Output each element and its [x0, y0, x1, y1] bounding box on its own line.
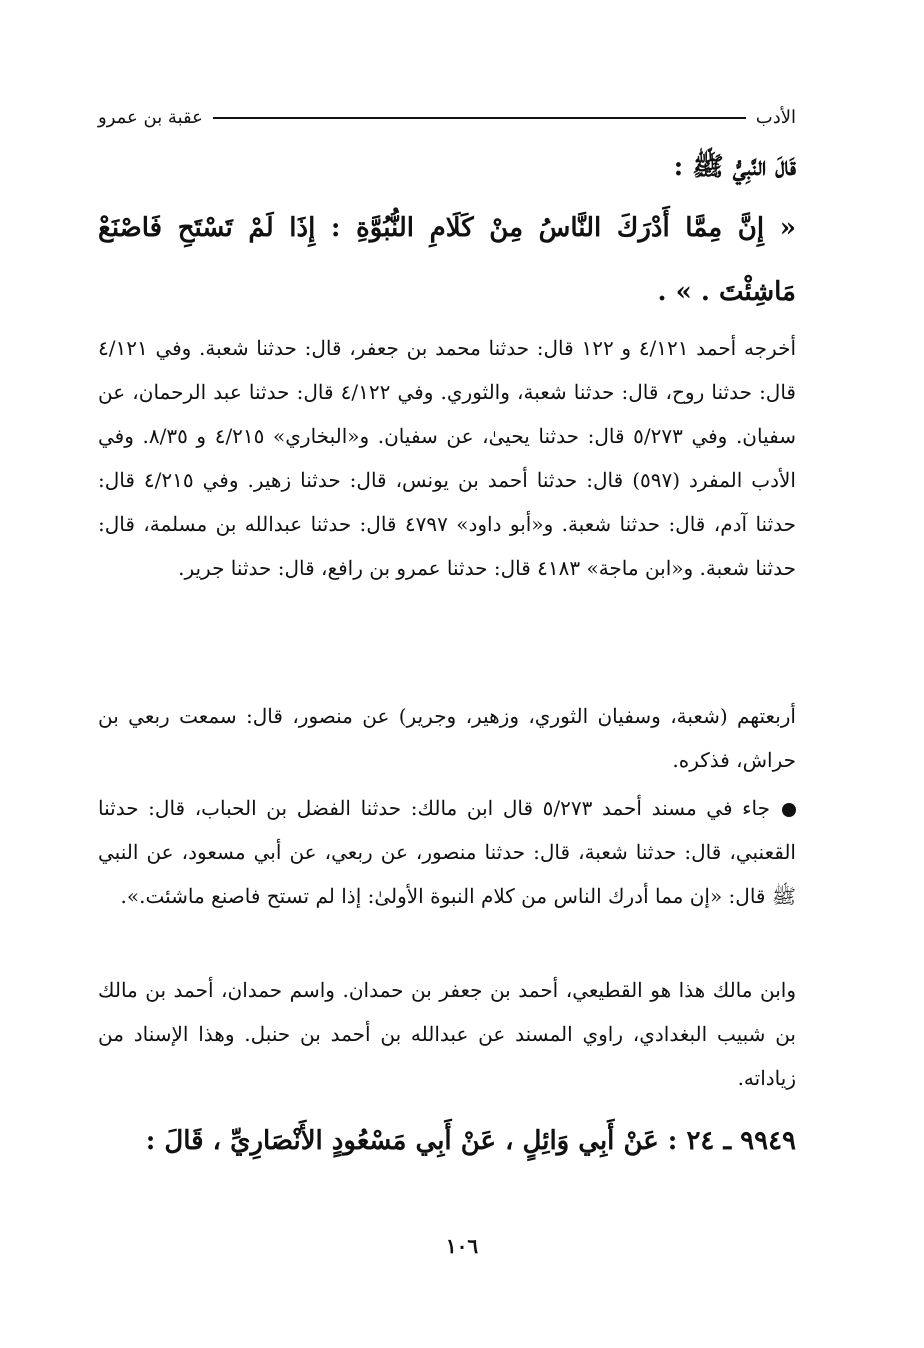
- musnad-note-text: جاء في مسند أحمد ٥/٢٧٣ قال ابن مالك: حدثنا الفضل بن الحباب، قال: حدثنا القعنبي، قال: حدثنا شعبة، قال: حدثنا منصور، عن ربعي، عن أبي مسعود، عن النبي ﷺ قال: «إن مما أدرك الناس من كلام النبوة الأولىٰ: إذا لم تستح فاصنع ماشئت.».: [98, 796, 796, 908]
- musnad-note-paragraph: [98, 786, 796, 918]
- chain-paragraph: أربعتهم (شعبة، وسفيان الثوري، وزهير، وجرير) عن منصور، قال: سمعت ربعي بن حراش، فذكره.: [98, 704, 796, 772]
- running-head-chapter: الأدب: [755, 106, 796, 128]
- hadith-intro: قَالَ النَّبِيُّ ﷺ :: [673, 152, 796, 182]
- takhrij-paragraph: أخرجه أحمد ٤/١٢١ و ١٢٢ قال: حدثنا محمد بن جعفر، قال: حدثنا شعبة. وفي ٤/١٢١ قال: حدثنا روح، قال: حدثنا شعبة، والثوري. وفي ٤/١٢٢ قال: حدثنا عبد الرحمان، عن سفيان. وفي ٥/٢٧٣ قال: حدثنا يحيىٰ، عن سفيان. و«البخاري» ٤/٢١٥ و ٨/٣٥. وفي الأدب المفرد (٥٩٧) قال: حدثنا أحمد بن يونس، قال: حدثنا زهير. وفي ٤/٢١٥ قال: حدثنا آدم، قال: حدثنا شعبة. و«أبو داود» ٤٧٩٧ قال: حدثنا عبدالله بن مسلمة، قال: حدثنا شعبة. و«ابن ماجة» ٤١٨٣ قال: حدثنا عمرو بن رافع، قال: حدثنا جرير.: [98, 336, 797, 580]
- ibn-malik-paragraph: وابن مالك هذا هو القطيعي، أحمد بن جعفر بن حمدان. واسم حمدان، أحمد بن مالك بن شبيب البغدادي، راوي المسند عن عبدالله بن أحمد بن حنبل. وهذا الإسناد من زياداته.: [98, 978, 796, 1090]
- bullet-icon: [782, 803, 796, 817]
- hadith-text: « إِنَّ مِمَّا أَدْرَكَ النَّاسُ مِنْ كَلَامِ النُّبُوَّةِ : إِذَا لَمْ تَسْتَحِ فَاصْنَعْ مَاشِئْتَ . » .: [98, 213, 796, 307]
- running-head: [98, 100, 796, 134]
- running-head-rule: [213, 117, 746, 119]
- page-number: ١٠٦: [445, 1234, 479, 1258]
- running-head-narrator: عقبة بن عمرو: [98, 106, 203, 128]
- next-hadith-heading: ٩٩٤٩ ـ ٢٤ : عَنْ أَبِي وَائِلٍ ، عَنْ أَبِي مَسْعُودٍ الأَنْصَارِيِّ ، قَالَ :: [145, 1126, 796, 1156]
